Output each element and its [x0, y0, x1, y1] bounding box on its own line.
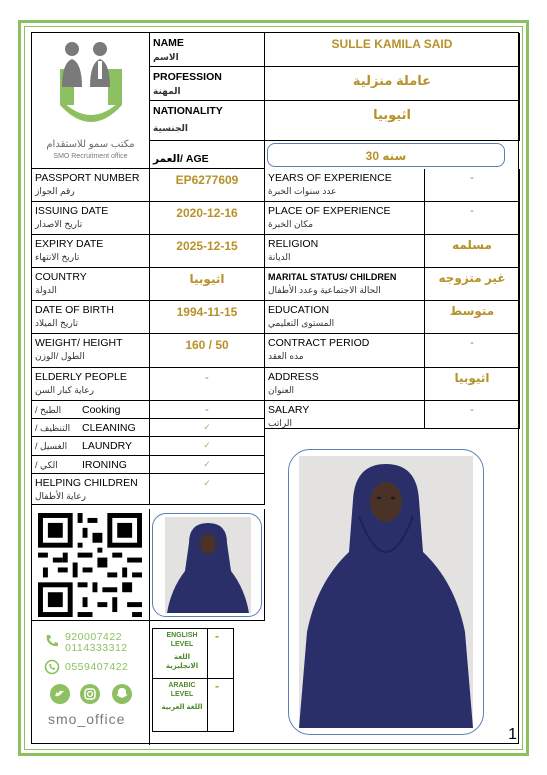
right-row-value-cell	[425, 202, 520, 235]
logo-icon	[32, 33, 150, 137]
right-row-value: -	[470, 205, 474, 217]
left-row-value-cell	[150, 268, 265, 301]
left-row-label: Cooking	[82, 404, 121, 416]
right-row-label-cell	[265, 368, 425, 401]
nationality-value: اثيوبيا	[373, 107, 411, 122]
left-row-label: COUNTRY	[35, 271, 87, 283]
phone-icon	[44, 633, 60, 649]
nationality-label: NATIONALITY	[153, 105, 223, 117]
large-photo-cell	[265, 443, 520, 745]
name-label-ar: الاسم	[153, 52, 179, 62]
left-row-label-ar: الغسيل /	[35, 441, 68, 451]
right-row-label: EDUCATION	[268, 304, 330, 316]
right-row-value: متوسط	[449, 304, 495, 318]
name-label: NAME	[153, 37, 184, 49]
left-row-label: ELDERLY PEOPLE	[35, 371, 127, 383]
arabic-level-label: ARABIC LEVEL	[168, 682, 196, 698]
left-row-label-cell	[32, 202, 150, 235]
right-row-label-cell	[265, 301, 425, 334]
right-row-label: CONTRACT PERIOD	[268, 337, 370, 349]
english-level-label-ar: اللغة الانجليزية	[165, 654, 199, 670]
left-row-label: ISSUING DATE	[35, 205, 109, 217]
right-row-label-ar: مكان الخبرة	[268, 219, 314, 229]
right-row-value: -	[470, 172, 474, 184]
left-row-label: WEIGHT/ HEIGHT	[35, 337, 123, 349]
age-value-cell	[265, 141, 520, 169]
left-row-label-cell	[32, 334, 150, 368]
left-row-label: IRONING	[82, 459, 127, 471]
english-level-row	[153, 629, 233, 679]
left-row-label-ar: تاريخ الانتهاء	[35, 252, 80, 262]
right-row-label: SALARY	[268, 404, 310, 416]
left-row-value: -	[205, 404, 209, 416]
right-row-value-cell	[425, 235, 520, 268]
left-row-value: ✓	[203, 422, 211, 432]
left-row-label-cell	[32, 419, 150, 437]
name-value: SULLE KAMILA SAID	[331, 37, 453, 51]
left-row-label-ar: الكي /	[35, 460, 58, 470]
left-row-label: HELPING CHILDREN	[35, 477, 138, 489]
left-row-label-ar: تاريخ الميلاد	[35, 318, 78, 328]
right-row-value-cell	[425, 334, 520, 368]
right-row-label-ar: الحالة الاجتماعية وعدد الأطفال	[268, 285, 381, 295]
left-row-value: اثيوبيا	[189, 272, 225, 286]
left-row-value: ✓	[203, 478, 211, 488]
office-name-english: SMO Recruitment office	[53, 153, 128, 160]
left-row-value: 2025-12-15	[176, 239, 238, 253]
arabic-level-value: -	[215, 679, 219, 693]
left-row-label-ar: رعاية كبار السن	[35, 385, 95, 395]
left-row-value: EP6277609	[175, 173, 239, 187]
left-row-value-cell	[150, 419, 265, 437]
phone-number-2[interactable]: 0114333312	[65, 642, 128, 654]
qr-code-cell	[32, 509, 150, 621]
right-row-label-ar: مده العقد	[268, 351, 304, 361]
age-value: 30 سنه	[365, 149, 407, 163]
left-row-value: 2020-12-16	[176, 206, 238, 220]
profession-label: PROFESSION	[153, 71, 222, 83]
left-row-value-cell	[150, 334, 265, 368]
whatsapp-icon	[44, 659, 60, 675]
left-row-label-cell	[32, 401, 150, 419]
left-row-value-cell	[150, 235, 265, 268]
profession-label-cell	[150, 67, 265, 101]
age-label-row	[153, 153, 209, 165]
right-row-label-cell	[265, 169, 425, 202]
nationality-value-cell	[265, 101, 520, 141]
left-row-label-ar: الطول /الوزن	[35, 351, 85, 361]
right-row-value-cell	[425, 401, 520, 429]
age-label: AGE	[185, 153, 209, 165]
person-portrait-icon	[299, 456, 473, 728]
right-row-label-ar: الديانة	[268, 252, 291, 262]
profession-label-ar: المهنة	[153, 86, 181, 96]
languages-table	[152, 628, 234, 732]
left-row-value-cell	[150, 169, 265, 202]
right-row-label-cell	[265, 235, 425, 268]
right-row-label-cell	[265, 334, 425, 368]
left-row-label-ar: التنظيف /	[35, 423, 71, 433]
brand-handle[interactable]: smo_office	[48, 711, 126, 727]
profession-value-cell	[265, 67, 520, 101]
english-level-value: -	[215, 629, 219, 643]
right-row-value: اثيوبيا	[454, 371, 490, 385]
left-row-value-cell	[150, 368, 265, 401]
english-level-label: ENGLISH LEVEL	[166, 632, 198, 648]
age-label-cell	[150, 141, 265, 169]
left-row-label-ar: الطبخ /	[35, 405, 62, 415]
left-row-value: ✓	[203, 440, 211, 450]
left-row-label-cell	[32, 368, 150, 401]
left-row-value-cell	[150, 437, 265, 456]
left-row-label: DATE OF BIRTH	[35, 304, 114, 316]
right-row-value-cell	[425, 368, 520, 401]
person-photo-icon	[165, 517, 251, 613]
right-row-label-cell	[265, 268, 425, 301]
twitter-icon[interactable]	[50, 684, 70, 704]
left-row-label-ar: تاريخ الاصدار	[35, 219, 83, 229]
left-row-value-cell	[150, 474, 265, 505]
left-row-label-cell	[32, 169, 150, 202]
left-row-label-ar: رعاية الأطفال	[35, 491, 86, 501]
nationality-label-ar: الجنسية	[153, 123, 188, 133]
right-row-label-cell	[265, 401, 425, 429]
right-row-value-cell	[425, 301, 520, 334]
office-logo	[32, 33, 150, 169]
arabic-level-label-ar: اللغة العربية	[161, 704, 203, 711]
whatsapp-number[interactable]: 0559407422	[65, 661, 129, 673]
left-row-value: 160 / 50	[185, 338, 229, 352]
age-value-box	[267, 143, 505, 167]
right-row-value: -	[470, 337, 474, 349]
qr-code-icon	[38, 513, 142, 617]
right-row-label-ar: المستوى التعليمي	[268, 318, 335, 328]
right-row-label: ADDRESS	[268, 371, 319, 383]
phone-number-1[interactable]: 920007422	[65, 631, 123, 643]
right-row-label-cell	[265, 202, 425, 235]
right-row-label: YEARS OF EXPERIENCE	[268, 172, 392, 184]
left-row-label: PASSPORT NUMBER	[35, 172, 140, 184]
left-row-label-cell	[32, 437, 150, 456]
left-row-value-cell	[150, 301, 265, 334]
right-row-label: RELIGION	[268, 238, 319, 250]
languages-block	[150, 621, 234, 745]
left-row-label: LAUNDRY	[82, 440, 132, 452]
office-name-arabic: مكتب سمو للاستقدام	[46, 139, 135, 150]
left-row-label: EXPIRY DATE	[35, 238, 104, 250]
left-row-label-cell	[32, 235, 150, 268]
nationality-label-cell	[150, 101, 265, 141]
right-row-value: -	[470, 404, 474, 416]
right-row-value: غير متزوجه	[438, 271, 506, 285]
right-row-value-cell	[425, 268, 520, 301]
large-photo-frame	[288, 449, 484, 735]
profession-value: عاملة منزلية	[352, 73, 432, 88]
small-photo-frame	[152, 513, 262, 617]
name-value-cell	[265, 33, 520, 67]
left-row-value-cell	[150, 456, 265, 474]
left-row-value: ✓	[203, 459, 211, 469]
right-row-label: PLACE OF EXPERIENCE	[268, 205, 391, 217]
left-row-value-cell	[150, 401, 265, 419]
snapchat-icon[interactable]	[112, 684, 132, 704]
large-photo-image	[299, 456, 473, 728]
right-row-label: MARITAL STATUS/ CHILDREN	[268, 272, 397, 282]
left-row-label-cell	[32, 456, 150, 474]
small-photo-cell	[150, 509, 265, 621]
small-photo-image	[165, 517, 251, 613]
right-row-label-ar: العنوان	[268, 385, 295, 395]
left-row-label-cell	[32, 474, 150, 505]
left-row-value: -	[205, 372, 209, 384]
left-row-label-cell	[32, 301, 150, 334]
cv-table	[31, 32, 519, 744]
right-row-value-cell	[425, 169, 520, 202]
left-row-label: CLEANING	[82, 422, 136, 434]
page-number: 1	[508, 726, 517, 743]
left-row-value: 1994-11-15	[176, 305, 238, 319]
contact-block	[32, 621, 150, 745]
right-row-label-ar: عدد سنوات الخبرة	[268, 186, 337, 196]
left-row-value-cell	[150, 202, 265, 235]
left-row-label-ar: الدولة	[35, 285, 57, 295]
right-row-label-ar: الراتب	[268, 418, 293, 428]
arabic-level-row	[153, 679, 233, 731]
right-row-value: مسلمه	[452, 238, 492, 252]
age-label-ar: العمر/	[153, 153, 183, 165]
name-label-cell	[150, 33, 265, 67]
instagram-icon[interactable]	[80, 684, 100, 704]
left-row-label-ar: رقم الجواز	[35, 186, 75, 196]
left-row-label-cell	[32, 268, 150, 301]
